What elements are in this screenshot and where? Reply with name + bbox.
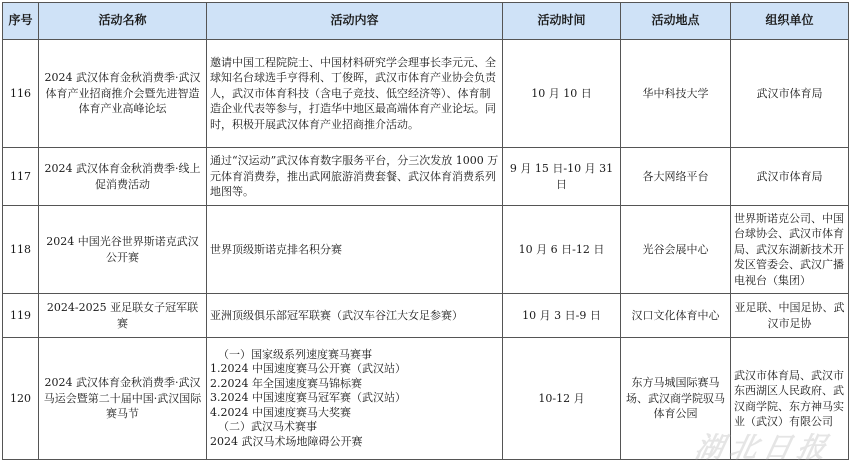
header-no: 序号 [3, 3, 39, 40]
row-no: 118 [3, 206, 39, 294]
row-name: 2024 武汉体育金秋消费季·线上促消费活动 [39, 148, 207, 206]
table-row [3, 40, 849, 148]
row-time: 10 月 3 日-9 日 [503, 294, 621, 338]
watermark: 湖北日报 [692, 431, 836, 464]
row-name: 2024-2025 亚足联女子冠军联赛 [39, 294, 207, 338]
row-content: （一）国家级系列速度赛马赛事 1.2024 中国速度赛马公开赛（武汉站） 2.2024 年全国速度赛马锦标赛 3.2024 中国速度赛马冠军赛（武汉站） 4.2024 中国速度赛马大奖赛 （二）武汉马术赛事 2024 武汉马术场地障碍公开赛 [207, 338, 503, 460]
row-name: 2024 中国光谷世界斯诺克武汉公开赛 [39, 206, 207, 294]
row-no: 116 [3, 40, 39, 148]
row-org: 世界斯诺克公司、中国台球协会、武汉市体育局、武汉东湖新技术开发区管委会、武汉广播电视台（集团） [731, 206, 849, 294]
row-time: 10 月 10 日 [503, 40, 621, 148]
row-place: 光谷会展中心 [621, 206, 731, 294]
row-name: 2024 武汉体育金秋消费季·武汉体育产业招商推介会暨先进智造体育产业高峰论坛 [39, 40, 207, 148]
table-row [3, 206, 849, 294]
table-row [3, 294, 849, 338]
header-org: 组织单位 [731, 3, 849, 40]
row-place: 东方马城国际赛马场、武汉商学院驭马体育公园 [621, 338, 731, 460]
row-content: 世界顶级斯诺克排名积分赛 [207, 206, 503, 294]
row-content: 亚洲顶级俱乐部冠军联赛（武汉车谷江大女足参赛） [207, 294, 503, 338]
activity-table [2, 2, 849, 460]
header-place: 活动地点 [621, 3, 731, 40]
header-content: 活动内容 [207, 3, 503, 40]
row-no: 117 [3, 148, 39, 206]
row-time: 9 月 15 日-10 月 31 日 [503, 148, 621, 206]
header-name: 活动名称 [39, 3, 207, 40]
row-org: 武汉市体育局 [731, 40, 849, 148]
row-no: 119 [3, 294, 39, 338]
header-row [3, 3, 849, 40]
row-time: 10 月 6 日-12 日 [503, 206, 621, 294]
row-org: 亚足联、中国足协、武汉市足协 [731, 294, 849, 338]
row-place: 各大网络平台 [621, 148, 731, 206]
header-time: 活动时间 [503, 3, 621, 40]
row-org: 武汉市体育局 [731, 148, 849, 206]
row-content: 邀请中国工程院院士、中国材料研究学会理事长李元元、全球知名台球选手亨得利、丁俊晖，武汉市体育产业协会负责人，武汉市体育科技（含电子竞技、低空经济等）、体育制造企业代表等参与，打造华中地区最高端体育产业论坛。同时，积极开展武汉体育产业招商推介活动。 [207, 40, 503, 148]
row-place: 汉口文化体育中心 [621, 294, 731, 338]
row-org: 武汉市体育局、武汉市东西湖区人民政府、武汉商学院、东方神马实业（武汉）有限公司 [731, 338, 849, 460]
row-time: 10-12 月 [503, 338, 621, 460]
table-row [3, 148, 849, 206]
row-no: 120 [3, 338, 39, 460]
row-place: 华中科技大学 [621, 40, 731, 148]
row-name: 2024 武汉体育金秋消费季·武汉马运会暨第二十届中国·武汉国际赛马节 [39, 338, 207, 460]
row-content: 通过“汉运动”武汉体育数字服务平台，分三次发放 1000 万元体育消费券，推出武网旅游消费套餐、武汉体育消费系列地图等。 [207, 148, 503, 206]
